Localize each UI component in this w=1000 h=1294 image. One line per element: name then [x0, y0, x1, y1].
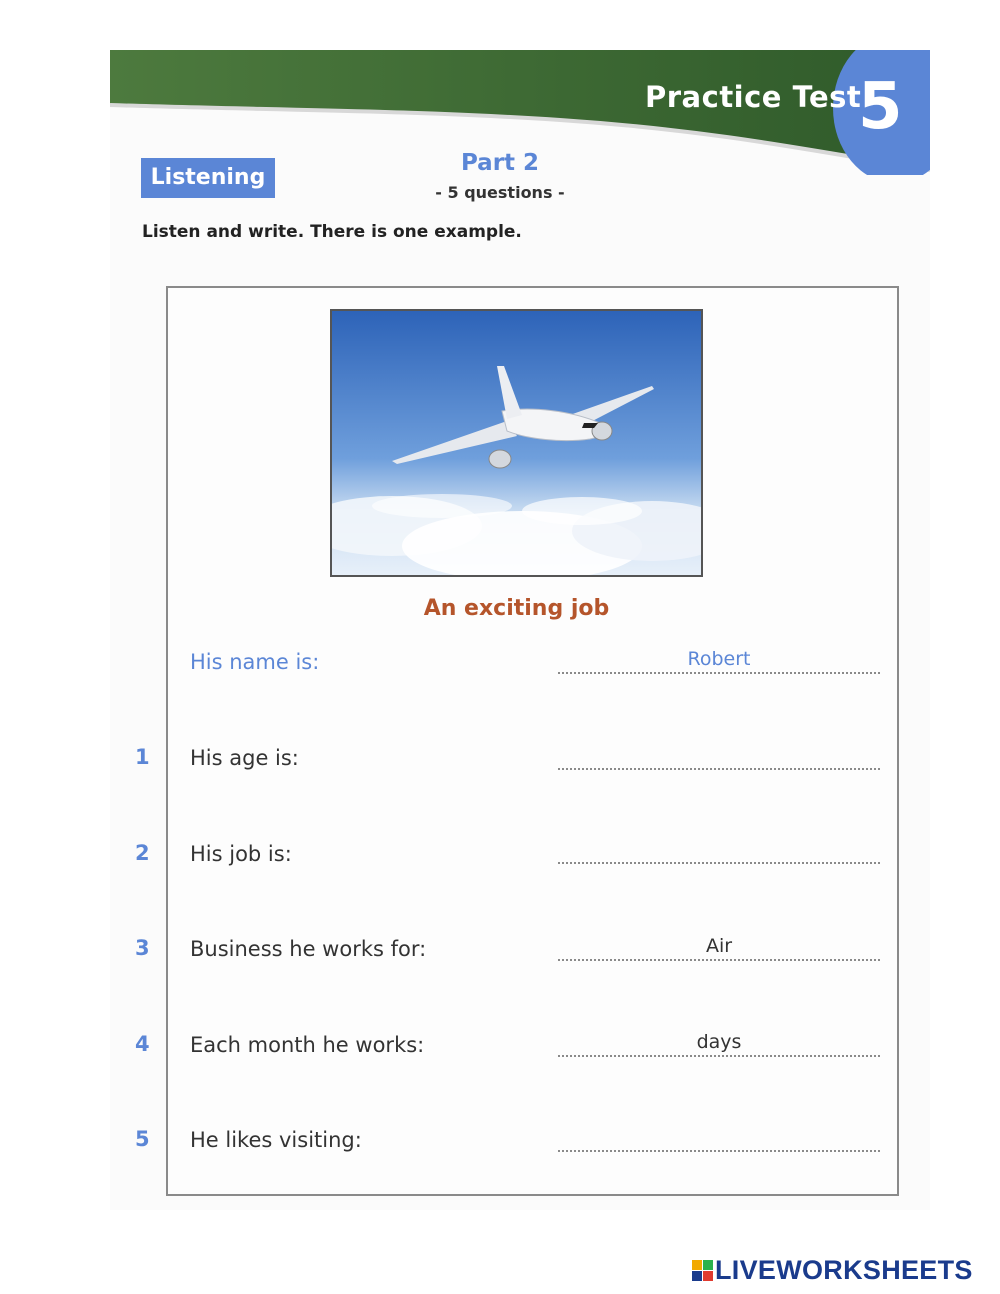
liveworksheets-logo-text: LIVEWORKSHEETS	[715, 1254, 973, 1285]
question-1-number: 1	[135, 745, 150, 769]
question-3-answer-line[interactable]	[558, 959, 880, 961]
practice-test-title: Practice Test	[645, 80, 862, 114]
question-5-label: He likes visiting:	[190, 1128, 362, 1152]
liveworksheets-logo-icon	[692, 1260, 713, 1281]
airplane-photo	[330, 309, 703, 577]
practice-test-number: 5	[858, 70, 903, 144]
section-label: Listening	[141, 158, 275, 198]
question-5-answer-line[interactable]	[558, 1150, 880, 1152]
question-1-answer-line[interactable]	[558, 768, 880, 770]
question-5-number: 5	[135, 1127, 150, 1151]
part-title: Part 2	[460, 150, 540, 176]
airplane-icon	[332, 311, 703, 577]
question-2-number: 2	[135, 841, 150, 865]
question-2-answer-line[interactable]	[558, 862, 880, 864]
question-4-answer-line[interactable]	[558, 1055, 880, 1057]
example-answer-line	[558, 672, 880, 674]
question-3-label: Business he works for:	[190, 937, 427, 961]
instructions: Listen and write. There is one example.	[142, 222, 522, 242]
example-label: His name is:	[190, 650, 320, 674]
question-3-answer[interactable]: Air	[705, 935, 733, 957]
question-count: - 5 questions -	[435, 183, 565, 202]
question-4-answer[interactable]: days	[696, 1031, 742, 1053]
story-title: An exciting job	[423, 596, 610, 621]
question-4-number: 4	[135, 1032, 150, 1056]
question-4-label: Each month he works:	[190, 1033, 425, 1057]
example-answer: Robert	[687, 648, 751, 670]
question-2-label: His job is:	[190, 842, 292, 866]
liveworksheets-logo	[692, 1255, 973, 1285]
question-3-number: 3	[135, 936, 150, 960]
question-1-label: His age is:	[190, 746, 299, 770]
